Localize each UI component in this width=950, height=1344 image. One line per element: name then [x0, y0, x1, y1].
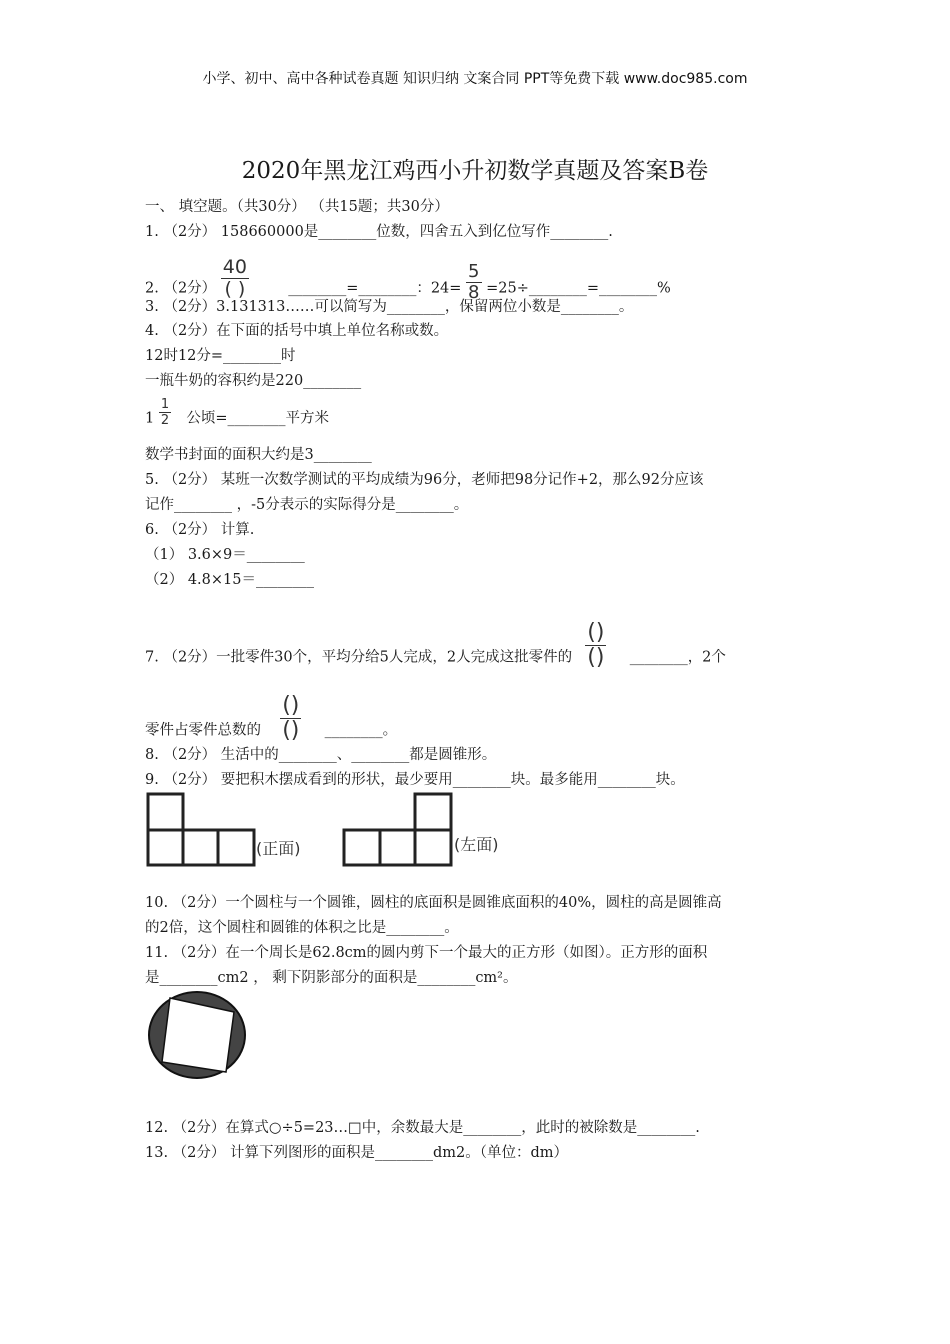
blank-fraction — [280, 695, 301, 742]
fraction-denominator: () — [587, 645, 605, 670]
question-13: 13. （2分） 计算下列图形的面积是________dm2。（单位：dm） — [145, 1145, 569, 1161]
question-5-line2: 记作________ ，-5分表示的实际得分是________。 — [145, 497, 469, 513]
front-view-block — [148, 794, 183, 830]
front-view-block — [218, 830, 254, 865]
block-views-figure — [140, 790, 520, 872]
question-7-suffix: ________，2个 — [629, 649, 726, 666]
question-10-line1: 10. （2分）一个圆柱与一个圆锥，圆柱的底面积是圆锥底面积的40%，圆柱的高是圆锥高 — [145, 895, 722, 911]
fraction-numerator: () — [587, 620, 605, 645]
question-1: 1. （2分） 158660000是________位数，四舍五入到亿位写作________. — [145, 224, 613, 240]
question-12: 12. （2分）在算式○÷5=23…□中，余数最大是________，此时的被除数是________. — [145, 1120, 700, 1136]
front-view-figure — [148, 794, 254, 865]
mixed-number-whole: 1 — [145, 410, 155, 427]
question-6-part1: （1） 3.6×9＝________ — [145, 547, 305, 563]
blank-fraction — [585, 622, 606, 669]
question-9: 9. （2分） 要把积木摆成看到的形状，最少要用________块。最多能用________块。 — [145, 772, 685, 788]
question-4: 4. （2分）在下面的括号中填上单位名称或数。 — [145, 323, 449, 339]
left-view-block — [415, 830, 451, 865]
front-view-block — [148, 830, 183, 865]
question-7-line2-prefix: 零件占零件总数的 — [145, 722, 261, 739]
left-view-figure — [344, 794, 451, 865]
fraction-numerator: 1 — [160, 397, 170, 412]
fraction-denominator: () — [282, 718, 300, 743]
question-7-line2-suffix: ________。 — [324, 722, 398, 739]
circle-square-figure — [146, 990, 248, 1080]
fraction-1-over-2 — [159, 398, 171, 427]
left-view-block — [380, 830, 415, 865]
question-4a: 12时12分=________时 — [145, 348, 296, 364]
section-heading: 一、 填空题。（共30分） （共15题；共30分） — [145, 199, 449, 215]
page-title: 2020年黑龙江鸡西小升初数学真题及答案B卷 — [241, 158, 709, 184]
question-7-prefix: 7. （2分）一批零件30个，平均分给5人完成，2人完成这批零件的 — [145, 649, 573, 666]
fraction-numerator: 5 — [468, 261, 480, 282]
fraction-denominator: 8 — [468, 282, 480, 303]
fraction-denominator: ( ) — [224, 278, 246, 300]
question-4c-text: 公顷=________平方米 — [186, 410, 329, 427]
fraction-40-over-blank — [221, 258, 249, 299]
page-header: 小学、初中、高中各种试卷真题 知识归纳 文案合同 PPT等免费下载 www.doc985.com — [202, 71, 748, 87]
question-10-line2: 的2倍，这个圆柱和圆锥的体积之比是________。 — [145, 920, 459, 936]
question-3: 3. （2分）3.131313……可以简写为________，保留两位小数是________。 — [145, 299, 634, 315]
question-2-suffix: =25÷________=________% — [486, 280, 671, 297]
question-2-prefix: 2. （2分） — [145, 280, 217, 297]
left-view-block — [415, 794, 451, 830]
left-view-block — [344, 830, 380, 865]
question-4d: 数学书封面的面积大约是3________ — [145, 447, 372, 463]
fraction-numerator: () — [282, 693, 300, 718]
question-6: 6. （2分） 计算. — [145, 522, 255, 538]
question-11-line2: 是________cm2 ， 剩下阴影部分的面积是________cm²。 — [145, 970, 518, 986]
inscribed-square — [162, 998, 234, 1072]
fraction-numerator: 40 — [222, 256, 247, 278]
question-8: 8. （2分） 生活中的________、________都是圆锥形。 — [145, 747, 497, 763]
question-7-line1 — [145, 620, 726, 681]
question-4b: 一瓶牛奶的容积约是220________ — [145, 373, 362, 389]
question-2-middle: ________=________：24= — [288, 280, 462, 297]
fraction-denominator: 2 — [160, 413, 170, 428]
question-4c — [145, 397, 329, 433]
front-view-block — [183, 830, 218, 865]
question-6-part2: （2） 4.8×15＝________ — [145, 572, 314, 588]
front-view-label: (正面) — [256, 839, 301, 858]
question-11-line1: 11. （2分）在一个周长是62.8cm的圆内剪下一个最大的正方形（如图）。正方形的面积 — [145, 945, 708, 961]
question-5-line1: 5. （2分） 某班一次数学测试的平均成绩为96分，老师把98分记作+2，那么92分应该 — [145, 472, 704, 488]
left-view-label: (左面) — [454, 835, 499, 854]
